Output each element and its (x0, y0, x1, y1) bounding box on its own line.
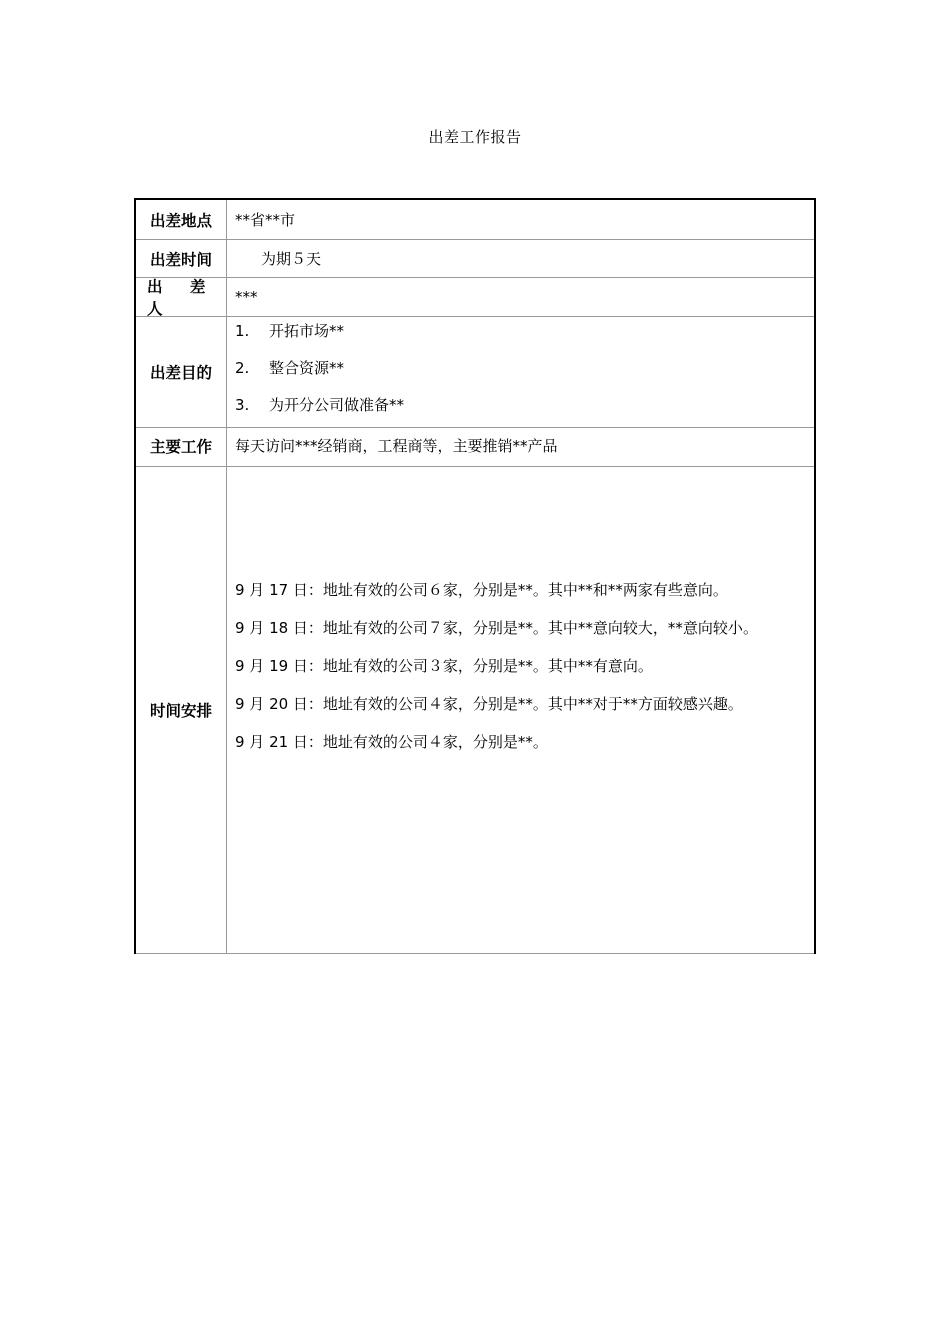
purpose-item-text: 整合资源** (269, 359, 345, 377)
purpose-item-number: 1. (235, 322, 250, 340)
purpose-item-number: 2. (235, 359, 250, 377)
main-work-label: 主要工作 (136, 428, 227, 466)
purpose-label: 出差目的 (136, 317, 227, 427)
row-location (136, 200, 814, 240)
schedule-entry: 9 月 21 日：地址有效的公司４家，分别是**。 (235, 733, 548, 751)
duration-label: 出差时间 (136, 240, 227, 277)
duration-value: 为期５天 (261, 250, 322, 268)
schedule-label: 时间安排 (136, 467, 227, 953)
purpose-item (235, 317, 404, 354)
person-label (136, 278, 227, 316)
schedule-entry: 9 月 17 日：地址有效的公司６家，分别是**。其中**和**两家有些意向。 (235, 581, 728, 599)
schedule-entry: 9 月 18 日：地址有效的公司７家，分别是**。其中**意向较大，**意向较小。 (235, 619, 758, 637)
row-schedule (136, 467, 814, 954)
purpose-item-text: 为开分公司做准备** (269, 396, 405, 414)
person-label-text: 出 差 人 (147, 278, 217, 318)
document-title: 出差工作报告 (428, 128, 522, 146)
purpose-value (227, 317, 814, 427)
schedule-list (235, 571, 808, 761)
purpose-item-text: 开拓市场** (269, 322, 345, 340)
report-table (134, 198, 816, 954)
location-label: 出差地点 (136, 200, 227, 239)
row-main-work (136, 428, 814, 467)
schedule-entry: 9 月 20 日：地址有效的公司４家，分别是**。其中**对于**方面较感兴趣。 (235, 695, 743, 713)
row-duration (136, 240, 814, 278)
purpose-item (235, 391, 404, 428)
purpose-list (235, 317, 404, 428)
location-value: **省**市 (235, 211, 296, 229)
row-purpose (136, 317, 814, 428)
main-work-value: 每天访问***经销商，工程商等，主要推销**产品 (235, 437, 558, 455)
row-person (136, 278, 814, 317)
schedule-entry: 9 月 19 日：地址有效的公司３家，分别是**。其中**有意向。 (235, 657, 653, 675)
purpose-item-number: 3. (235, 396, 250, 414)
schedule-value (227, 467, 814, 953)
purpose-item (235, 354, 404, 391)
person-value: *** (235, 288, 258, 306)
